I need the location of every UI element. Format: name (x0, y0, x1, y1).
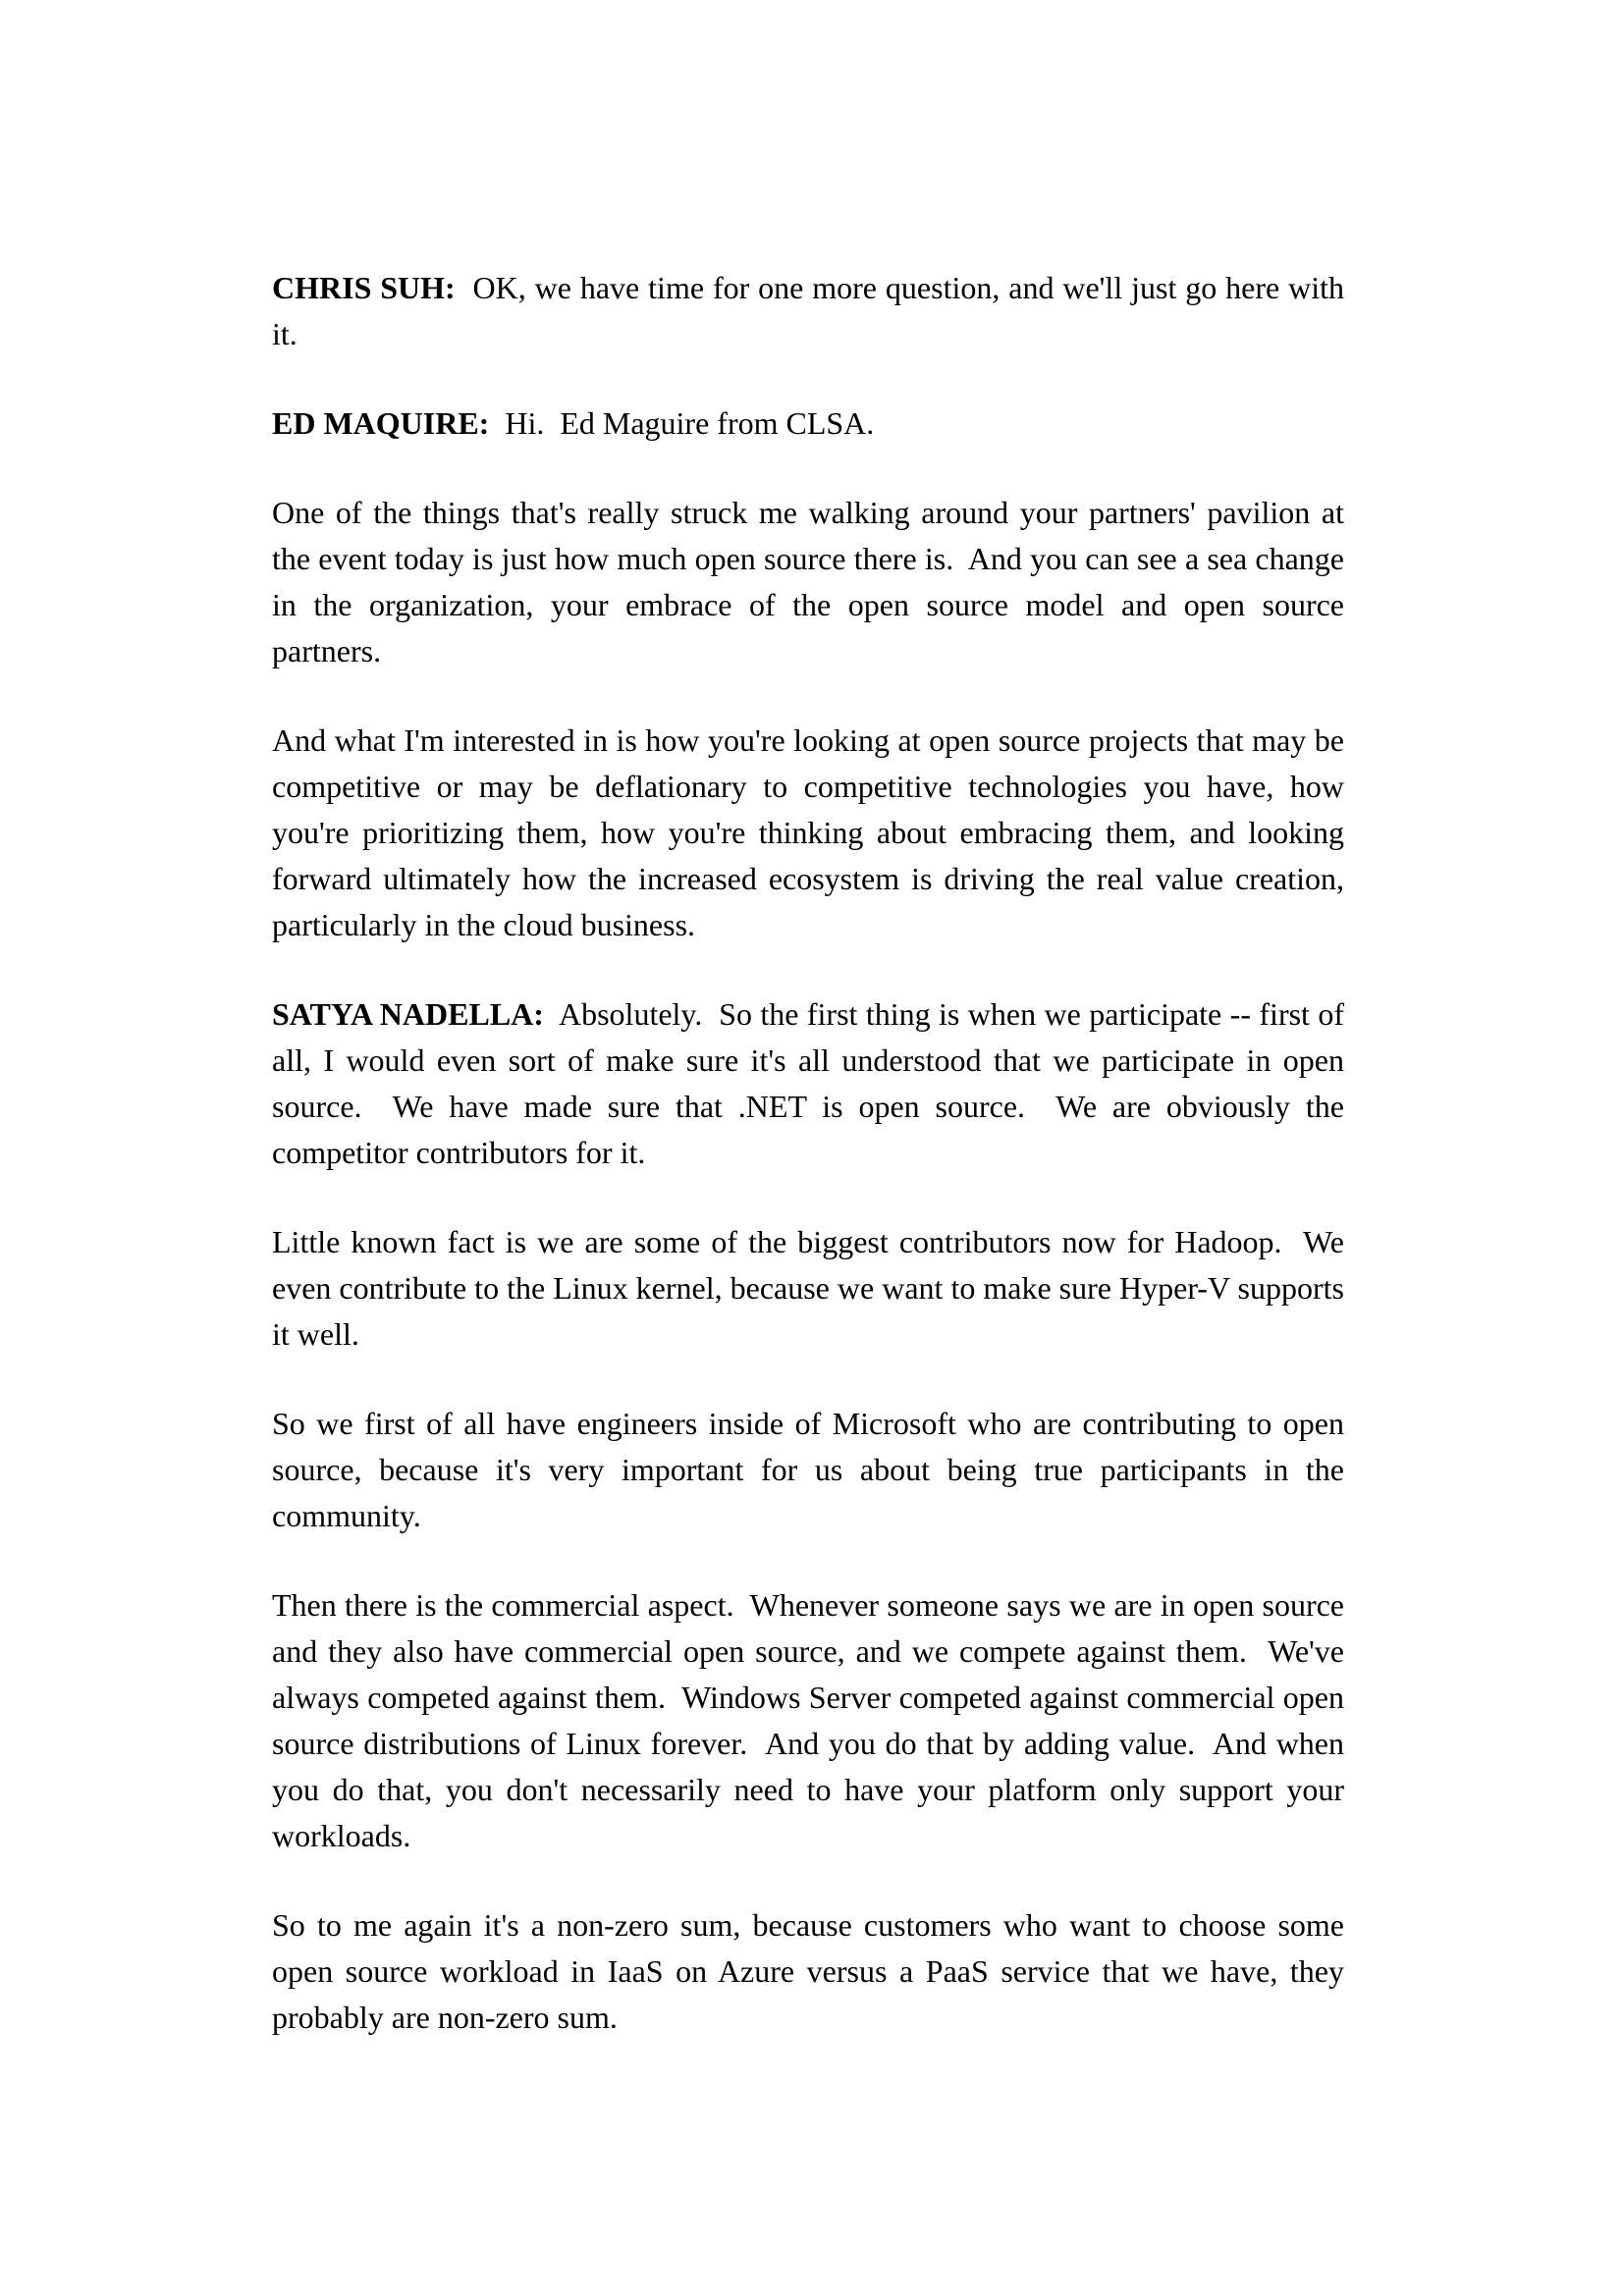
paragraph (272, 991, 1344, 1176)
paragraph (272, 718, 1344, 948)
paragraph-text: And what I'm interested in is how you're looking at open source projects that may be competitive or may be deflationary to competitive technologies you have, how you're prioritizing them, how you're thinking about embracing them, and looking forward ultimately how the increased ecosystem is driving the real value creation, particularly in the cloud business. (272, 722, 1344, 942)
paragraph (272, 490, 1344, 674)
paragraph-text: One of the things that's really struck me walking around your partners' pavilion at the event today is just how much open source there is. And you can see a sea change in the organization, your embrace of the open source model and open source partners. (272, 495, 1344, 668)
paragraph-text: Then there is the commercial aspect. Whenever someone says we are in open source and they also have commercial open source, and we compete against them. We've always competed against them. Windows Server competed against commercial open source distributions of Linux forever. And you do that by adding value. And when you do that, you don't necessarily need to have your platform only support your workloads. (272, 1587, 1344, 1853)
paragraph-text: So to me again it's a non-zero sum, because customers who want to choose some open source workload in IaaS on Azure versus a PaaS service that we have, they probably are non-zero sum. (272, 1907, 1344, 2035)
transcript-text (272, 265, 1344, 2041)
paragraph (272, 1401, 1344, 1539)
paragraph-text: Absolutely. So the first thing is when we participate -- first of all, I would even sort of make sure it's all understood that we participate in open source. We have made sure that .NET is open source. We are obviously the competitor contributors for it. (272, 996, 1345, 1170)
paragraph-text: Little known fact is we are some of the biggest contributors now for Hadoop. We even contribute to the Linux kernel, because we want to make sure Hyper-V supports it well. (272, 1224, 1344, 1352)
paragraph-text: So we first of all have engineers inside of Microsoft who are contributing to open source, because it's very important for us about being true participants in the community. (272, 1406, 1344, 1533)
paragraph (272, 1902, 1344, 2041)
paragraph (272, 1582, 1344, 1859)
paragraph-text: OK, we have time for one more question, and we'll just go here with it. (272, 270, 1345, 351)
paragraph-text: Hi. Ed Maguire from CLSA. (489, 405, 875, 441)
speaker-name: ED MAQUIRE: (272, 405, 490, 441)
speaker-name: SATYA NADELLA: (272, 996, 544, 1032)
speaker-name: CHRIS SUH: (272, 270, 456, 305)
paragraph (272, 1219, 1344, 1358)
paragraph (272, 265, 1344, 357)
paragraph (272, 400, 1344, 447)
